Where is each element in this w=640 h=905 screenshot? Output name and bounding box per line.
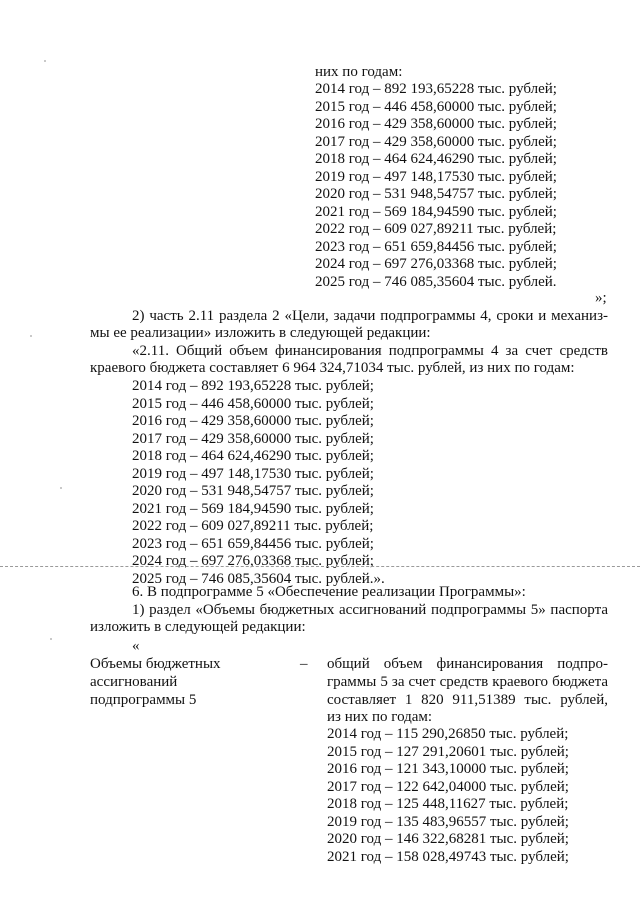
top-year-line: 2015 год – 446 458,60000 тыс. рублей; (315, 98, 557, 115)
passport-text-line2: граммы 5 за счет средств краевого бюджета (327, 674, 608, 690)
top-year-line: 2024 год – 697 276,03368 тыс. рублей; (315, 256, 557, 272)
top-year-line: 2025 год – 746 085,35604 тыс. рублей. (315, 273, 557, 290)
passport-label-line1: Объемы бюджетных (90, 656, 221, 672)
item6-sub1-line1: 1) раздел «Объемы бюджетных ассигнований подпрограммы 5» паспорта (132, 602, 608, 618)
item2-year-line: 2025 год – 746 085,35604 тыс. рублей.». (132, 570, 385, 587)
passport-year-line: 2020 год – 146 322,68281 тыс. рублей; (327, 831, 569, 847)
top-year-line: 2021 год – 569 184,94590 тыс. рублей; (315, 203, 557, 220)
top-year-line: 2023 год – 651 659,84456 тыс. рублей; (315, 238, 557, 255)
scan-speck (60, 487, 62, 489)
item2-line1: 2) часть 2.11 раздела 2 «Цели, задачи подпрограммы 4, сроки и механиз- (132, 308, 608, 324)
top-year-line: 2016 год – 429 358,60000 тыс. рублей; (315, 116, 557, 132)
passport-year-line: 2019 год – 135 483,96557 тыс. рублей; (327, 813, 569, 830)
passport-year-line: 2016 год – 121 343,10000 тыс. рублей; (327, 761, 569, 777)
item2-quote-line1: «2.11. Общий объем финансирования подпрограммы 4 за счет средств (132, 343, 608, 359)
top-year-line: 2014 год – 892 193,65228 тыс. рублей; (315, 81, 557, 97)
top-year-line: 2019 год – 497 148,17530 тыс. рублей; (315, 168, 557, 185)
item2-year-line: 2015 год – 446 458,60000 тыс. рублей; (132, 395, 374, 412)
item2-year-line: 2020 год – 531 948,54757 тыс. рублей; (132, 483, 374, 499)
scan-speck (30, 335, 32, 337)
passport-year-line: 2014 год – 115 290,26850 тыс. рублей; (327, 726, 569, 742)
passport-year-line: 2015 год – 127 291,20601 тыс. рублей; (327, 743, 569, 760)
passport-year-line: 2017 год – 122 642,04000 тыс. рублей; (327, 778, 569, 795)
passport-year-line: 2018 год – 125 448,11627 тыс. рублей; (327, 796, 569, 812)
item2-line2: мы ее реализации» изложить в следующей редакции: (90, 325, 431, 341)
item2-quote-line2: краевого бюджета составляет 6 964 324,71034 тыс. рублей, из них по годам: (90, 360, 575, 376)
passport-dash: – (300, 656, 308, 672)
passport-text-line1: общий объем финансирования подпро- (327, 656, 608, 672)
item2-year-line: 2016 год – 429 358,60000 тыс. рублей; (132, 413, 374, 429)
item2-year-line: 2022 год – 609 027,89211 тыс. рублей; (132, 518, 374, 534)
scan-fold-line (0, 566, 640, 567)
passport-intro: из них по годам: (327, 709, 433, 725)
open-quote: « (132, 638, 140, 654)
item2-year-line: 2023 год – 651 659,84456 тыс. рублей; (132, 535, 374, 552)
item6-heading: 6. В подпрограмме 5 «Обеспечение реализации Программы»: (132, 584, 526, 600)
top-year-line: 2022 год – 609 027,89211 тыс. рублей; (315, 221, 557, 237)
passport-text-line3: составляет 1 820 911,51389 тыс. рублей, (327, 692, 608, 708)
passport-label-line3: подпрограммы 5 (90, 692, 197, 708)
scan-speck (44, 60, 46, 62)
top-year-line: 2018 год – 464 624,46290 тыс. рублей; (315, 151, 557, 167)
scan-speck (50, 638, 52, 640)
passport-year-line: 2021 год – 158 028,49743 тыс. рублей; (327, 848, 569, 865)
item2-year-line: 2024 год – 697 276,03368 тыс. рублей; (132, 553, 374, 569)
top-year-line: 2020 год – 531 948,54757 тыс. рублей; (315, 186, 557, 202)
passport-label-line2: ассигнований (90, 674, 178, 690)
item2-year-line: 2014 год – 892 193,65228 тыс. рублей; (132, 378, 374, 394)
top-year-line: 2017 год – 429 358,60000 тыс. рублей; (315, 133, 557, 150)
top-closing-quote: »; (595, 290, 607, 306)
item2-year-line: 2018 год – 464 624,46290 тыс. рублей; (132, 448, 374, 464)
item2-year-line: 2019 год – 497 148,17530 тыс. рублей; (132, 465, 374, 482)
item6-sub1-line2: изложить в следующей редакции: (90, 619, 306, 635)
item2-year-line: 2017 год – 429 358,60000 тыс. рублей; (132, 430, 374, 447)
item2-year-line: 2021 год – 569 184,94590 тыс. рублей; (132, 500, 374, 517)
top-intro: них по годам: (315, 64, 403, 80)
